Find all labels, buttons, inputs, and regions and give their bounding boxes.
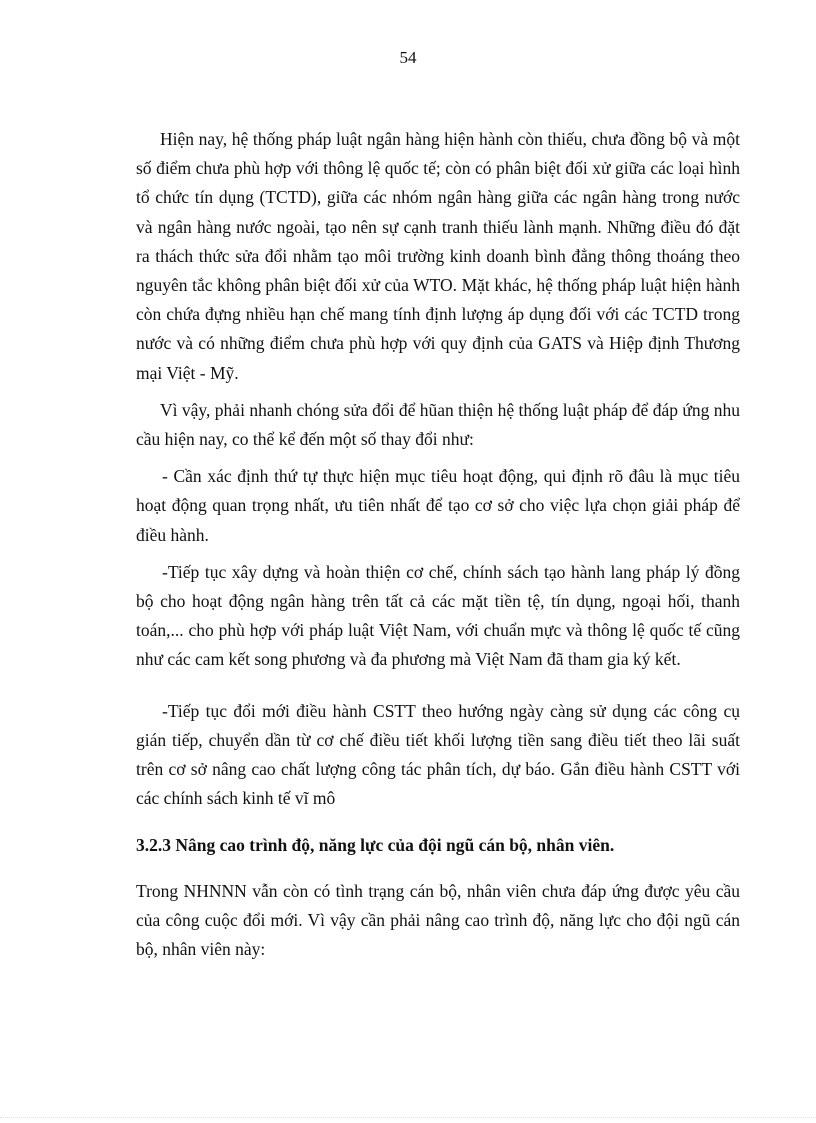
- paragraph-monetary-policy: -Tiếp tục đổi mới điều hành CSTT theo hướng ngày càng sử dụng các công cụ gián tiếp, chuyển dần từ cơ chế điều tiết khối lượng tiền sang điều tiết theo lãi suất trên cơ sở nâng cao chất lượng công tác phân tích, dự báo. Gắn điều hành CSTT với các chính sách kinh tế vĩ mô: [136, 700, 740, 809]
- page-bottom-divider: [0, 1117, 816, 1118]
- paragraph-legal-system: Hiện nay, hệ thống pháp luật ngân hàng hiện hành còn thiếu, chưa đồng bộ và một số điểm chưa phù hợp với thông lệ quốc tế; còn có phân biệt đối xử giữa các loại hình tổ chức tín dụng (TCTD), giữa các nhóm ngân hàng giữa các ngân hàng trong nước và ngân hàng nước ngoài, tạo nên sự cạnh tranh thiếu lành mạnh. Những điều đó đặt ra thách thức sửa đổi nhằm tạo môi trường kinh doanh bình đẳng thông thoáng theo nguyên tắc không phân biệt đối xử của WTO. Mặt khác, hệ thống pháp luật hiện hành còn chứa đựng nhiều hạn chế mang tính định lượng áp dụng đối với các TCTD trong nước và có những điểm chưa phù hợp với quy định của GATS và Hiệp định Thương mại Việt - Mỹ.: [136, 129, 740, 383]
- paragraph-objective-order: - Cần xác định thứ tự thực hiện mục tiêu hoạt động, qui định rõ đâu là mục tiêu hoạt động quan trọng nhất, ưu tiên nhất để tạo cơ sở cho việc lựa chọn giải pháp để điều hành.: [136, 466, 740, 545]
- page-number: 54: [399, 48, 417, 67]
- paragraph-legal-framework: -Tiếp tục xây dựng và hoàn thiện cơ chế, chính sách tạo hành lang pháp lý đồng bộ cho hoạt động ngân hàng trên tất cả các mặt tiền tệ, tín dụng, ngoại hối, thanh toán,... cho phù hợp với pháp luật Việt Nam, với chuẩn mực và thông lệ quốc tế cũng như các cam kết song phương và đa phương mà Việt Nam đã tham gia ký kết.: [136, 561, 740, 670]
- paragraph-amendment-need: Vì vậy, phải nhanh chóng sửa đổi để hũan thiện hệ thống luật pháp để đáp ứng nhu cầu hiện nay, co thể kể đến một số thay đổi như:: [136, 399, 740, 450]
- document-body: [136, 125, 740, 964]
- paragraph-staff-capacity: Trong NHNNN vẫn còn có tình trạng cán bộ, nhân viên chưa đáp ứng được yêu cầu của công cuộc đổi mới. Vì vậy cần phải nâng cao trình độ, năng lực cho đội ngũ cán bộ, nhân viên này:: [136, 880, 740, 960]
- section-heading: 3.2.3 Nâng cao trình độ, năng lực của đội ngũ cán bộ, nhân viên.: [136, 835, 615, 856]
